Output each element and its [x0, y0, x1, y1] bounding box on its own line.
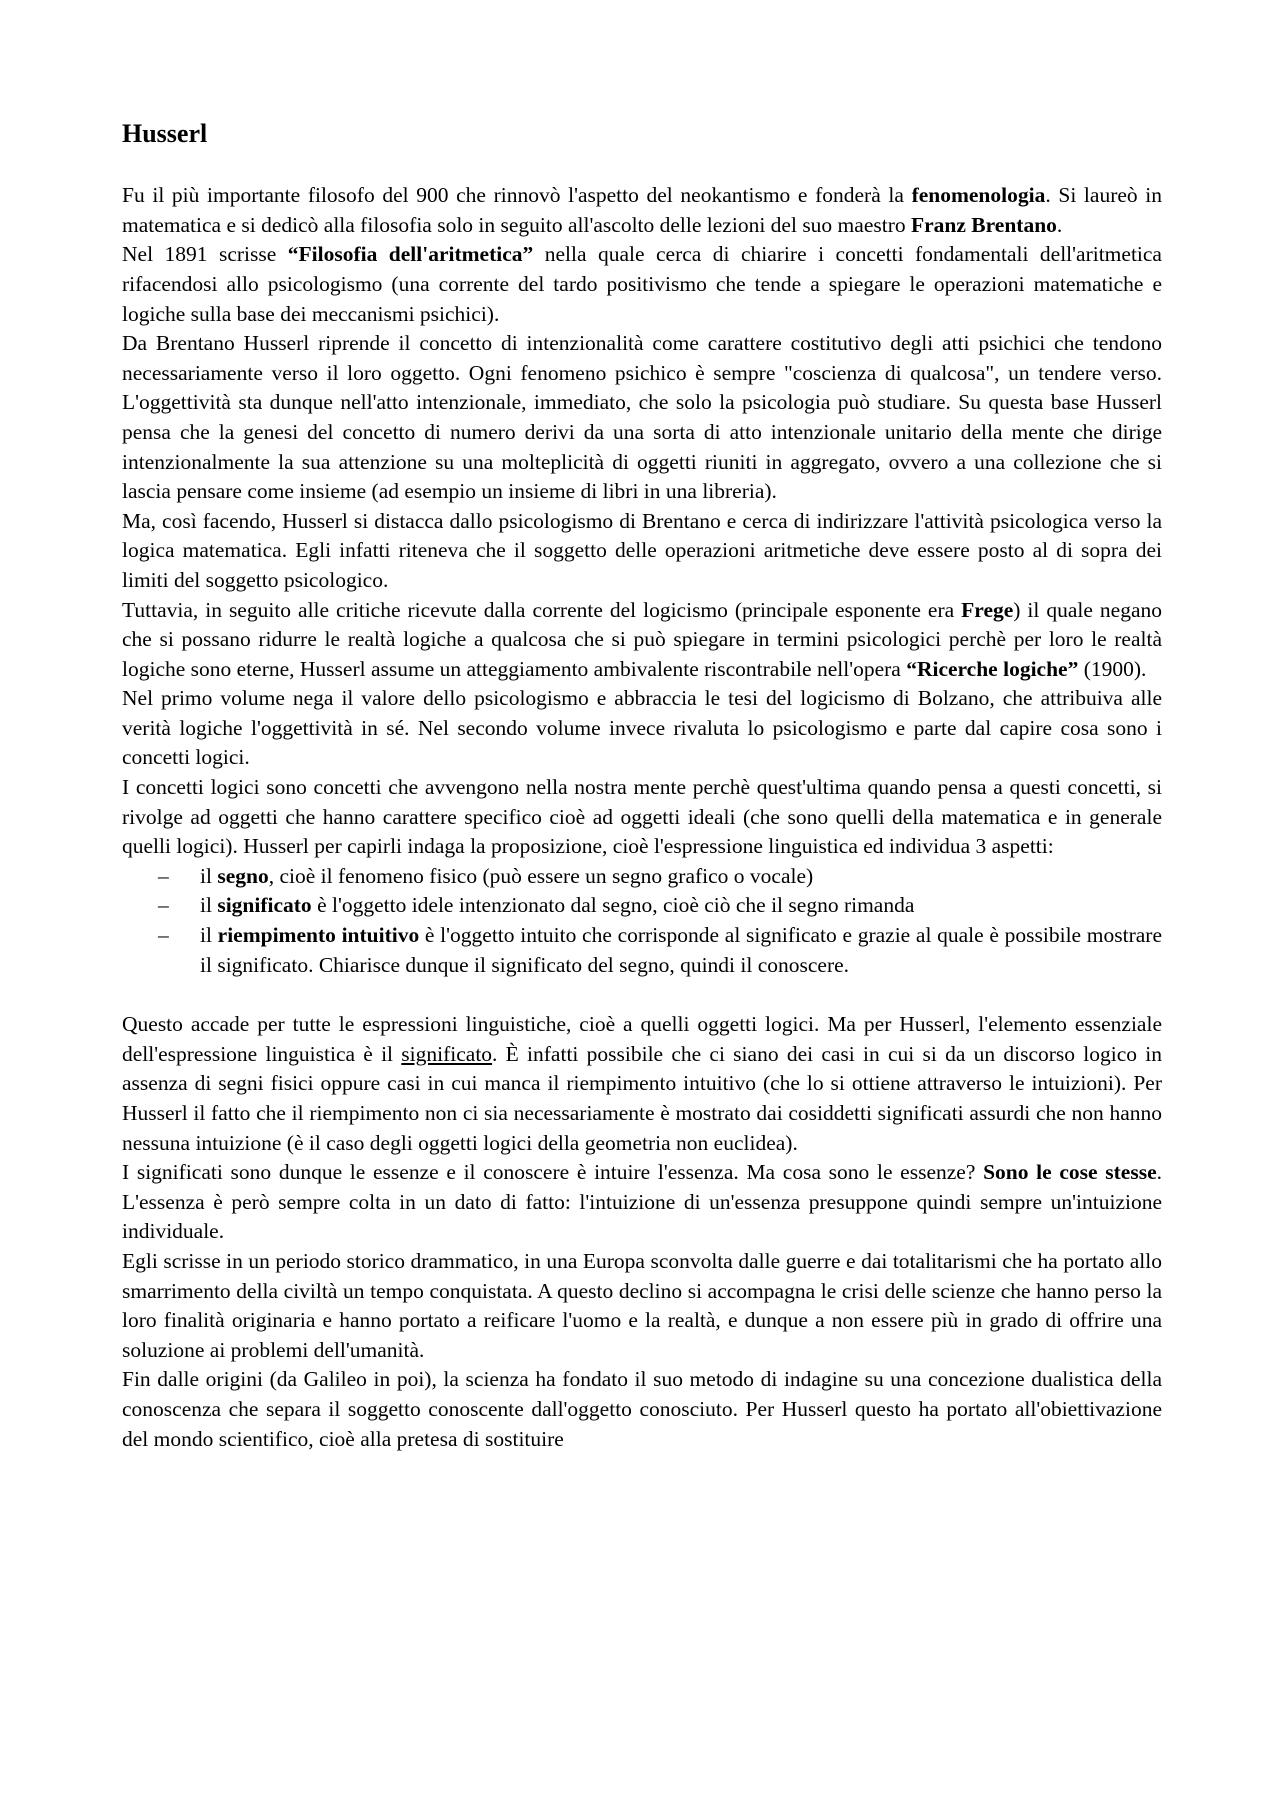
text-run: il: [200, 923, 218, 948]
dash-bullet: –: [158, 923, 169, 948]
paragraph-concetti-logici: I concetti logici sono concetti che avvengono nella nostra mente perchè quest'ultima quando pensa a questi concetti, si rivolge ad oggetti che hanno carattere specifico cioè ad oggetti ideali (che sono quelli della matematica e in generale quelli logici). Husserl per capirli indaga la proposizione, cioè l'espressione linguistica ed individua 3 aspetti:: [122, 775, 1162, 859]
document-title: Husserl: [122, 119, 208, 148]
paragraph-spacer: [122, 980, 1162, 1010]
text-run: ) il quale negano che si possano ridurre le realtà logiche a qualcosa che si può spiegare in termini psicologici perchè per loro le realtà logiche sono eterne, Husserl assume un atteggiamento ambivalente riscontrabile nell'opera: [122, 597, 1162, 681]
text-run: è l'oggetto idele intenzionato dal segno, cioè ciò che il segno rimanda: [311, 893, 915, 918]
paragraph-intro: [122, 181, 1162, 240]
text-run: (1900).: [1078, 656, 1147, 681]
aspects-list: [122, 862, 1162, 980]
paragraph-filosofia-aritmetica: [122, 240, 1162, 329]
bold-term-brentano: Franz Brentano: [911, 212, 1057, 237]
text-run: il: [200, 863, 218, 888]
paragraph-logicismo: [122, 596, 1162, 685]
text-run: . È infatti possibile che ci siano dei casi in cui si da un discorso logico in assenza di segni fisici oppure casi in cui manca il riempimento intuitivo (che lo si ottiene attraverso le intuizioni). Per Husserl il fatto che il riempimento non ci sia necessariamente è mostrato dai cosiddetti significati assurdi che non hanno nessuna intuizione (è il caso degli oggetti logici della geometria non euclidea).: [122, 1041, 1162, 1155]
bold-work-title: “Ricerche logiche”: [906, 656, 1079, 681]
text-run: I significati sono dunque le essenze e il conoscere è intuire l'essenza. Ma cosa sono le essenze?: [122, 1160, 984, 1185]
bold-work-title: “Filosofia dell'aritmetica”: [287, 242, 534, 267]
paragraph-intenzionalita: Da Brentano Husserl riprende il concetto di intenzionalità come carattere costitutivo degli atti psichici che tendono necessariamente verso il loro oggetto. Ogni fenomeno psichico è sempre "coscienza di qualcosa", un tendere verso. L'oggettività sta dunque nell'atto intenzionale, immediato, che solo la psicologia può studiare. Su questa base Husserl pensa che la genesi del concetto di numero derivi da una sorta di atto intenzionale unitario della mente che dirige intenzionalmente la sua attenzione su una molteplicità di oggetti riuniti in aggregato, ovvero a una collezione che si lascia pensare come insieme (ad esempio un insieme di libri in una libreria).: [122, 331, 1162, 504]
paragraph-psicologismo: Ma, così facendo, Husserl si distacca dallo psicologismo di Brentano e cerca di indirizzare l'attività psicologica verso la logica matematica. Egli infatti riteneva che il soggetto delle operazioni aritmetiche deve essere posto al di sopra dei limiti del soggetto psicologico.: [122, 508, 1162, 592]
list-item: [122, 862, 1162, 892]
paragraph-volumi: Nel primo volume nega il valore dello psicologismo e abbraccia le tesi del logicismo di Bolzano, che attribuiva alle verità logiche l'oggettività in sé. Nel secondo volume invece rivaluta lo psicologismo e parte dal capire cosa sono i concetti logici.: [122, 686, 1162, 770]
text-run: il: [200, 893, 218, 918]
paragraph-scienza: Fin dalle origini (da Galileo in poi), la scienza ha fondato il suo metodo di indagine su una concezione dualistica della conoscenza che separa il soggetto conoscente dall'oggetto conosciuto. Per Husserl questo ha portato all'obiettivazione del mondo scientifico, cioè alla pretesa di sostituire: [122, 1367, 1162, 1451]
bold-term-fenomenologia: fenomenologia: [911, 183, 1046, 208]
bold-phrase: Sono le cose stesse: [983, 1160, 1157, 1185]
text-run: . Si laureò in matematica e si dedicò alla filosofia solo in seguito all'ascolto delle lezioni del suo maestro: [122, 183, 1163, 237]
bold-term: significato: [217, 893, 312, 918]
bold-term: segno: [217, 863, 269, 888]
text-run: .: [1056, 212, 1063, 237]
paragraph-crisi: Egli scrisse in un periodo storico drammatico, in una Europa sconvolta dalle guerre e dai totalitarismi che ha portato allo smarrimento della civiltà un tempo conquistata. A questo declino si accompagna le crisi delle scienze che hanno perso la loro finalità originaria e hanno portato a reificare l'uomo e la realtà, e dunque a non essere più in grado di offrire una soluzione ai problemi dell'umanità.: [122, 1248, 1162, 1362]
list-item: [122, 921, 1162, 980]
text-run: , cioè il fenomeno fisico (può essere un segno grafico o vocale): [268, 863, 814, 888]
text-run: . L'essenza è però sempre colta in un dato di fatto: l'intuizione di un'essenza presuppone quindi sempre un'intuizione individuale.: [122, 1160, 1162, 1244]
paragraph-essenze: [122, 1158, 1162, 1247]
text-run: Tuttavia, in seguito alle critiche ricevute dalla corrente del logicismo (principale esponente era: [122, 597, 962, 622]
bold-term: riempimento intuitivo: [217, 923, 420, 948]
document-page: [122, 118, 1162, 1454]
bold-term-frege: Frege: [961, 597, 1014, 622]
text-run: Questo accade per tutte le espressioni linguistiche, cioè a quelli oggetti logici. Ma per Husserl, l'elemento essenziale dell'espressione linguistica è il: [122, 1012, 1162, 1066]
dash-bullet: –: [158, 893, 169, 918]
list-item: [122, 891, 1162, 921]
text-run: è l'oggetto intuito che corrisponde al significato e grazie al quale è possibile mostrare il significato. Chiarisce dunque il significato del segno, quindi il conoscere.: [200, 923, 1162, 977]
text-run: nella quale cerca di chiarire i concetti fondamentali dell'aritmetica rifacendosi allo psicologismo (una corrente del tardo positivismo che tende a spiegare le operazioni matematiche e logiche sulla base dei meccanismi psichici).: [122, 242, 1162, 326]
text-run: Nel 1891 scrisse: [122, 242, 288, 267]
paragraph-espressioni: [122, 1010, 1162, 1158]
text-run: Fu il più importante filosofo del 900 che rinnovò l'aspetto del neokantismo e fonderà la: [122, 183, 912, 208]
underlined-term: significato: [401, 1041, 493, 1066]
dash-bullet: –: [158, 863, 169, 888]
